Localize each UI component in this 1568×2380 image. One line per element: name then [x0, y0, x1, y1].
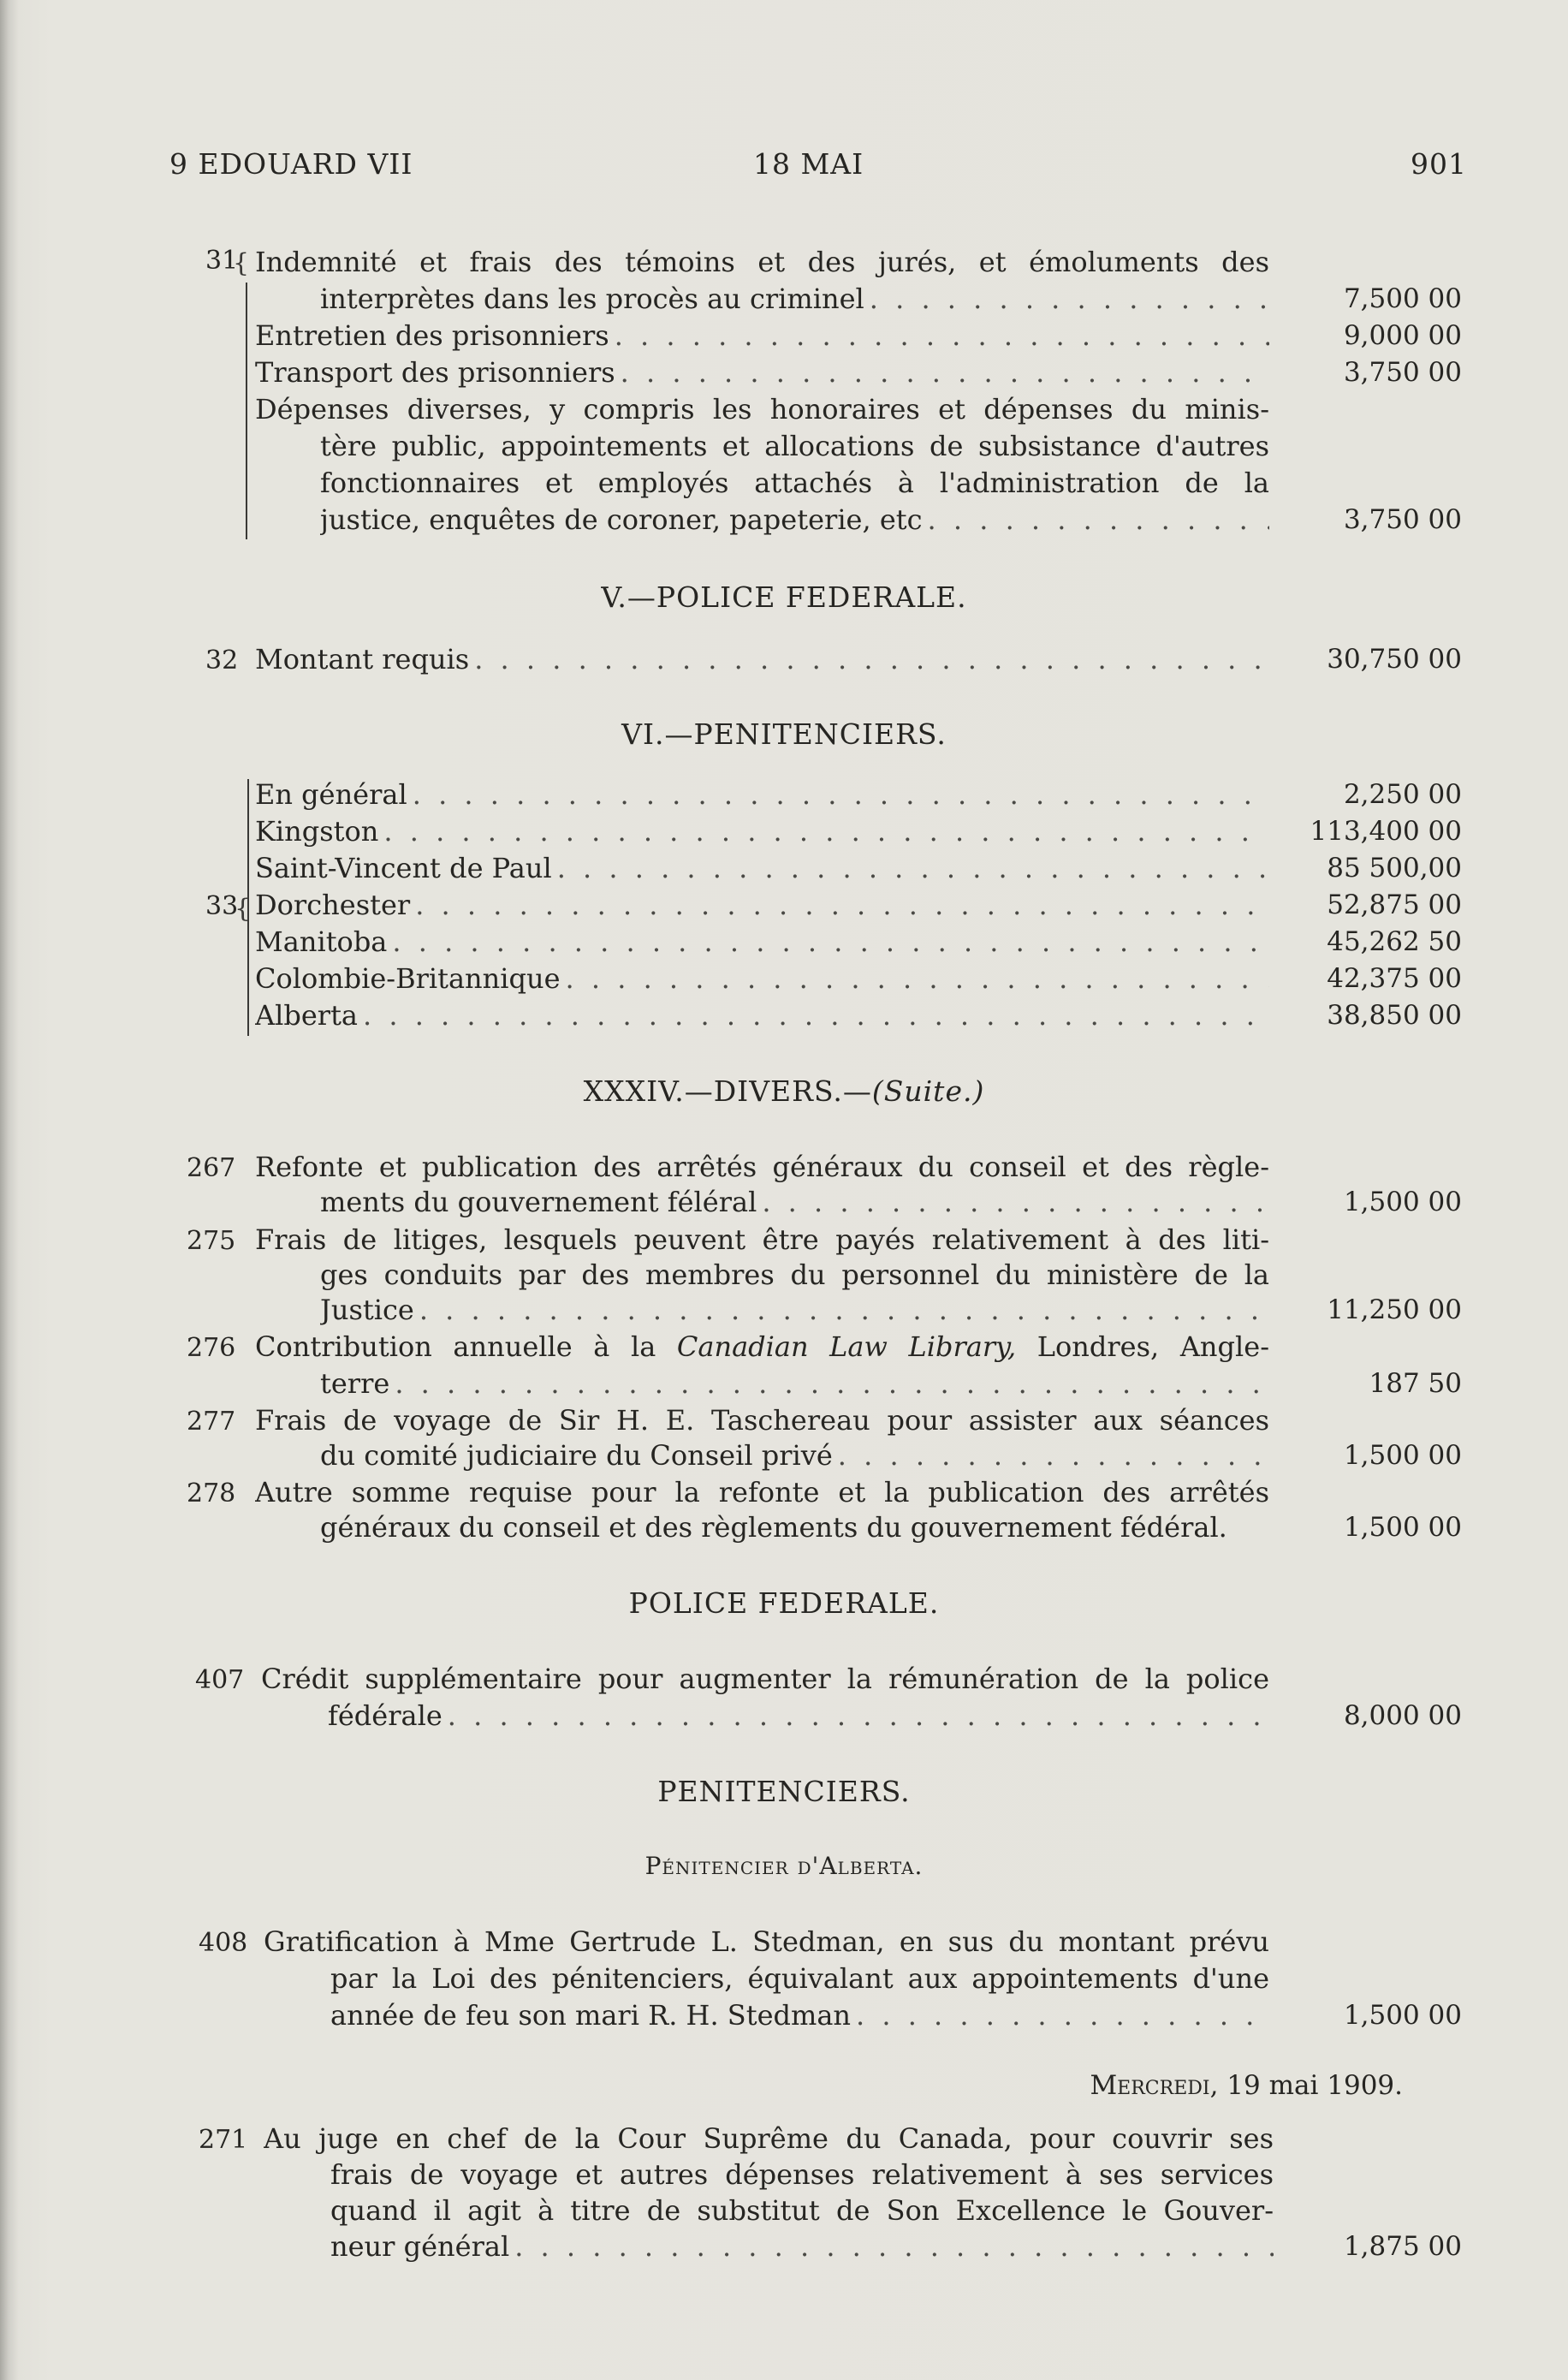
entry-31-line-1: Indemnité et frais des témoins et des jurés, et émoluments des [255, 246, 1269, 278]
amount-276: 187 50 [1369, 1368, 1462, 1399]
entry-number-407: 407 [195, 1665, 245, 1695]
amount-271: 1,875 00 [1343, 2231, 1462, 2262]
heading-penitencier-alberta: Pénitencier d'Alberta. [644, 1852, 924, 1880]
amount-33-kingston: 113,400 00 [1310, 816, 1462, 847]
entry-271-line-2: frais de voyage et autres dépenses relativement à ses services [330, 2158, 1274, 2191]
entry-number-408: 408 [199, 1928, 248, 1958]
page-number: 901 [1411, 147, 1467, 181]
brace-33: { [235, 894, 252, 924]
entry-31-line-3: Entretien des prisonniers . . . [255, 316, 1269, 355]
entry-271-line-4: neur général . . . [330, 2227, 1274, 2266]
entry-number-276: 276 [187, 1333, 236, 1363]
entry-31-line-2: interprètes dans les procès au criminel . . . [320, 279, 1269, 318]
entry-33-kingston: Kingston . . . [255, 812, 1269, 851]
entry-number-278: 278 [187, 1479, 236, 1508]
amount-33-saint-vincent: 85 500,00 [1327, 853, 1462, 884]
amount-408: 1,500 00 [1343, 2000, 1462, 2031]
entry-271-line-3: quand il agit à titre de substitut de Son Excellence le Gouver- [330, 2194, 1274, 2227]
section-number-31: 31 [205, 246, 239, 276]
heading-penitenciers: VI.—PENITENCIERS. [621, 717, 947, 751]
amount-275: 11,250 00 [1327, 1294, 1462, 1325]
amount-31-4: 3,750 00 [1343, 504, 1462, 535]
entry-277-line-1: Frais de voyage de Sir H. E. Taschereau pour assister aux séances [255, 1404, 1269, 1437]
entry-33-colombie-britannique: Colombie-Britannique . . . [255, 959, 1269, 998]
entry-number-267: 267 [187, 1153, 236, 1183]
entry-275-line-3: Justice . . . [320, 1290, 1269, 1330]
amount-407: 8,000 00 [1343, 1700, 1462, 1731]
heading-divers-suite: XXXIV.—DIVERS.—(Suite.) [583, 1074, 985, 1108]
amount-33-alberta: 38,850 00 [1327, 1000, 1462, 1031]
entry-278-line-2: généraux du conseil et des règlements du gouvernement fédéral. [320, 1511, 1227, 1544]
entry-33-manitoba: Manitoba . . . [255, 922, 1269, 961]
amount-32: 30,750 00 [1327, 644, 1462, 675]
entry-number-275: 275 [187, 1226, 236, 1256]
entry-277-line-2: du comité judiciaire du Conseil privé . . . [320, 1436, 1269, 1475]
entry-408-line-3: année de feu son mari R. H. Stedman . . . [330, 1996, 1269, 2035]
entry-276-line-2: terre . . . [320, 1364, 1269, 1403]
amount-31-1: 7,500 00 [1343, 283, 1462, 314]
entry-33-saint-vincent: Saint-Vincent de Paul . . . [255, 848, 1269, 888]
entry-33-alberta: Alberta . . . [255, 996, 1269, 1035]
amount-31-3: 3,750 00 [1343, 357, 1462, 388]
entry-32: Montant requis . . . [255, 640, 1269, 679]
entry-33-en-general: En général . . . [255, 775, 1269, 814]
heading-penitenciers-2: PENITENCIERS. [657, 1775, 911, 1808]
entry-275-line-1: Frais de litiges, lesquels peuvent être payés relativement à des liti- [255, 1223, 1269, 1256]
section-number-32: 32 [205, 646, 239, 675]
entry-276-line-1: Contribution annuelle à la Canadian Law Library, Londres, Angle- [255, 1330, 1269, 1363]
entry-31-line-6: tère public, appointements et allocations de subsistance d'autres [320, 430, 1269, 462]
amount-33-colombie-britannique: 42,375 00 [1327, 963, 1462, 994]
entry-number-271: 271 [199, 2125, 248, 2155]
entry-number-277: 277 [187, 1407, 236, 1437]
entry-267-line-1: Refonte et publication des arrêtés généraux du conseil et des règle- [255, 1151, 1269, 1183]
amount-33-manitoba: 45,262 50 [1327, 926, 1462, 957]
entry-278-line-1: Autre somme requise pour la refonte et la publication des arrêtés [255, 1476, 1269, 1508]
amount-31-2: 9,000 00 [1343, 320, 1462, 351]
entry-275-line-2: ges conduits par des membres du personnel du ministère de la [320, 1258, 1269, 1291]
header-left: 9 EDOUARD VII [169, 147, 413, 181]
amount-278: 1,500 00 [1343, 1512, 1462, 1543]
brace-rule-31 [246, 283, 247, 539]
entry-267-line-2: ments du gouvernement féléral . . . [320, 1182, 1269, 1222]
brace-rule-33 [247, 779, 249, 1036]
entry-31-line-5: Dépenses diverses, y compris les honoraires et dépenses du minis- [255, 393, 1269, 425]
heading-police-federale: V.—POLICE FEDERALE. [601, 580, 967, 614]
amount-267: 1,500 00 [1343, 1187, 1462, 1217]
amount-33-dorchester: 52,875 00 [1327, 890, 1462, 920]
entry-408-line-1: Gratification à Mme Gertrude L. Stedman, en sus du montant prévu [264, 1925, 1269, 1958]
entry-31-line-8: justice, enquêtes de coroner, papeterie, etc . . . [320, 500, 1269, 539]
entry-407-line-2: fédérale . . . [328, 1696, 1269, 1735]
section-number-33: 33 [205, 891, 239, 921]
entry-407-line-1: Crédit supplémentaire pour augmenter la rémunération de la police [261, 1663, 1269, 1695]
date-line: Mercredi, 19 mai 1909. [1090, 2070, 1403, 2101]
entry-408-line-2: par la Loi des pénitenciers, équivalant aux appointements d'une [330, 1962, 1269, 1995]
entry-31-line-7: fonctionnaires et employés attachés à l'administration de la [320, 467, 1269, 499]
amount-277: 1,500 00 [1343, 1440, 1462, 1471]
entry-271-line-1: Au juge en chef de la Cour Suprême du Canada, pour couvrir ses [264, 2122, 1274, 2155]
entry-33-dorchester: Dorchester . . . [255, 885, 1269, 925]
brace-31: { [233, 248, 250, 278]
amount-33-en-general: 2,250 00 [1343, 779, 1462, 810]
header-center: 18 MAI [753, 147, 864, 181]
heading-police-federale-2: POLICE FEDERALE. [628, 1586, 940, 1620]
entry-31-line-4: Transport des prisonniers . . . [255, 353, 1269, 392]
